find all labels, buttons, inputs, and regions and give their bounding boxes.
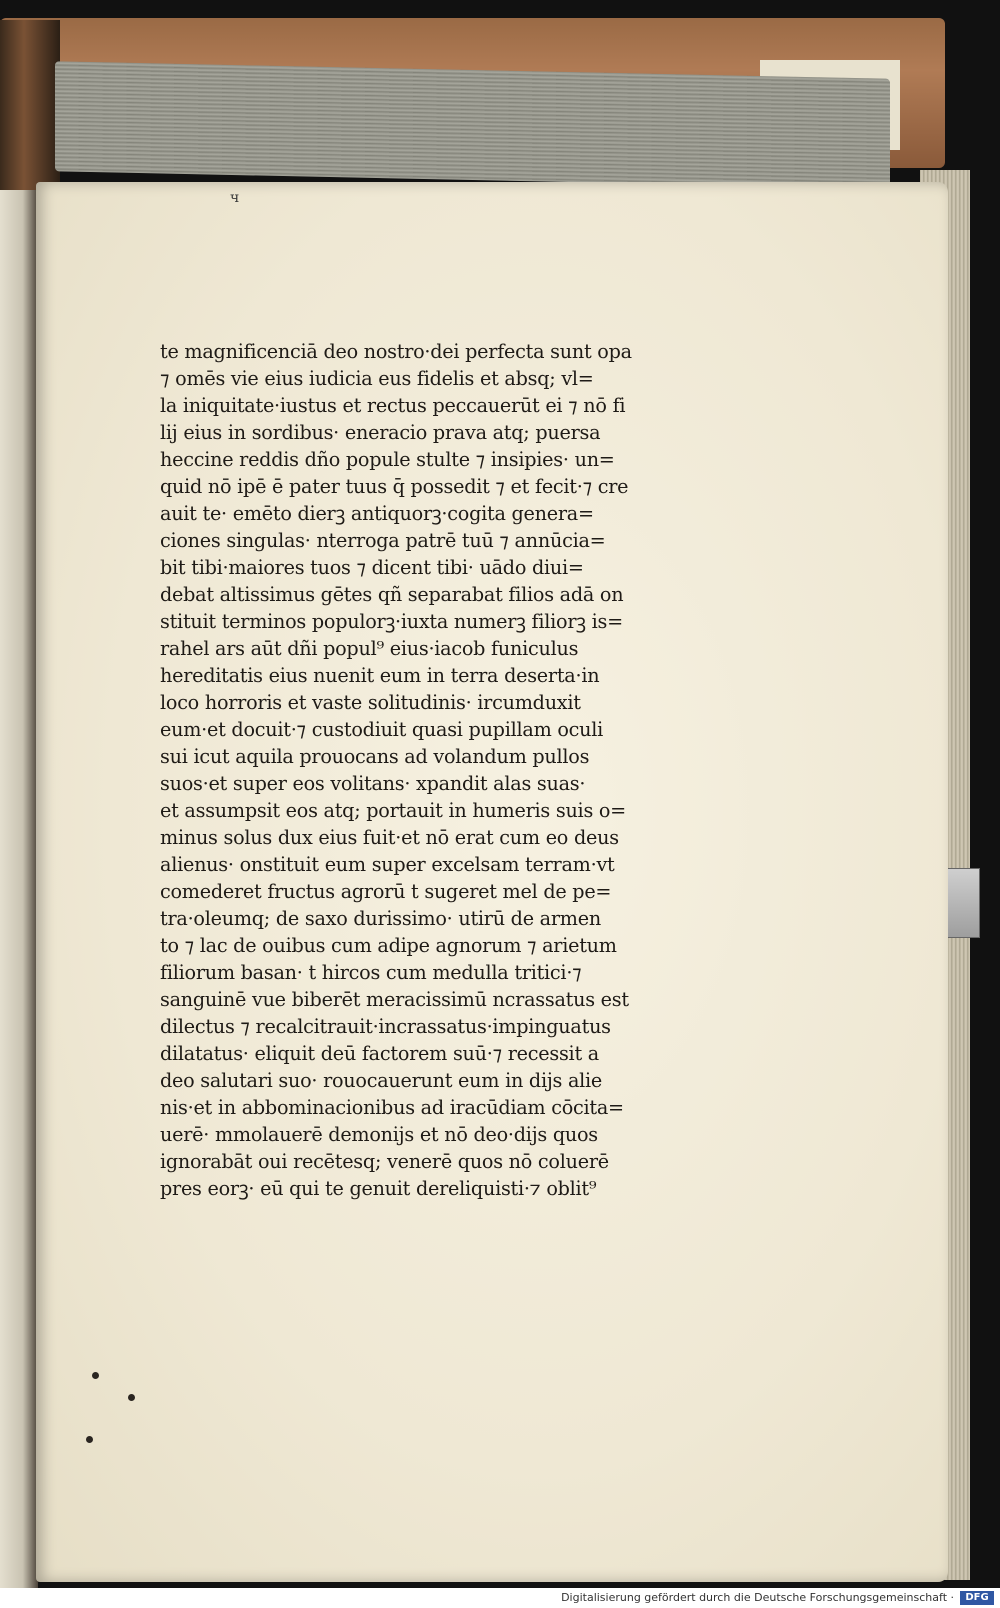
text-line: to ⁊ lac de ouibus cum adipe agnorum ⁊ arietum [160, 934, 617, 957]
text-line: deo salutari suo· rouocauerunt eum in dijs alie [160, 1069, 603, 1092]
text-line: debat altissimus gētes qñ separabat filios adā on [160, 583, 624, 606]
text-line: stituit terminos populorꝫ·iuxta numerꝫ filiorꝫ is= [160, 610, 623, 633]
text-line: filiorum basan· t hircos cum medulla tritici·⁊ [160, 961, 582, 984]
text-line: quid nō ipē ē pater tuus q̄ possedit ⁊ et fecit·⁊ cre [160, 475, 629, 498]
folio-mark: ч [230, 190, 240, 206]
page-edges-top [55, 61, 890, 188]
text-line: bit tibi·maiores tuos ⁊ dicent tibi· uādo diui= [160, 556, 584, 579]
text-line: la iniquitate·iustus et rectus peccauerūt ei ⁊ nō fi [160, 394, 626, 417]
text-line: tra·oleumq; de saxo durissimo· utirū de armen [160, 907, 601, 930]
funding-credit: Digitalisierung gefördert durch die Deutsche Forschungsgemeinschaft · [561, 1591, 954, 1604]
text-line: sanguinē vue biberēt meracissimū ncrassatus est [160, 988, 629, 1011]
text-line: comederet fructus agrorū t sugeret mel de pe= [160, 880, 612, 903]
text-line: ignorabāt oui recētesq; venerē quos nō coluerē [160, 1150, 609, 1173]
text-line: nis·et in abbominacionibus ad iracūdiam cōcita= [160, 1096, 624, 1119]
text-line: pres eorꝫ· eū qui te genuit dereliquisti·⁊ oblit⁹ [160, 1177, 597, 1200]
incunabula-text-block [160, 338, 740, 1202]
text-line: hereditatis eius nuenit eum in terra deserta·in [160, 664, 600, 687]
text-line: suos·et super eos volitans· xpandit alas suas· [160, 772, 586, 795]
text-line: lij eius in sordibus· eneracio prava atq; puersa [160, 421, 601, 444]
text-line: eum·et docuit·⁊ custodiuit quasi pupillam oculi [160, 718, 604, 741]
text-line: dilectus ⁊ recalcitrauit·incrassatus·impinguatus [160, 1015, 611, 1038]
text-line: minus solus dux eius fuit·et nō erat cum eo deus [160, 826, 619, 849]
text-line: dilatatus· eliquit deū factorem suū·⁊ recessit a [160, 1042, 599, 1065]
ink-spot [92, 1372, 99, 1379]
facing-page-edge [0, 190, 38, 1588]
text-line: uerē· mmolauerē demonijs et nō deo·dijs quos [160, 1123, 598, 1146]
text-line: ciones singulas· nterroga patrē tuū ⁊ annūcia= [160, 529, 606, 552]
text-line: sui icut aquila prouocans ad volandum pullos [160, 745, 590, 768]
ink-spot [86, 1436, 93, 1443]
text-line: auit te· emēto dierꝫ antiquorꝫ·cogita genera= [160, 502, 594, 525]
text-line: ⁊ omēs vie eius iudicia eus fidelis et absq; vl= [160, 367, 594, 390]
text-line: et assumpsit eos atq; portauit in humeris suis o= [160, 799, 627, 822]
text-line: rahel ars aūt dñi popul⁹ eius·iacob funiculus [160, 637, 579, 660]
text-line: alienus· onstituit eum super excelsam terram·vt [160, 853, 615, 876]
text-line: loco horroris et vaste solitudinis· ircumduxit [160, 691, 581, 714]
digitization-footer [0, 1588, 1000, 1608]
ink-spot [128, 1394, 135, 1401]
dfg-logo: DFG [960, 1591, 994, 1605]
text-line: te magnificenciā deo nostro·dei perfecta sunt opa [160, 340, 632, 363]
text-line: heccine reddis dño popule stulte ⁊ insipies· un= [160, 448, 615, 471]
